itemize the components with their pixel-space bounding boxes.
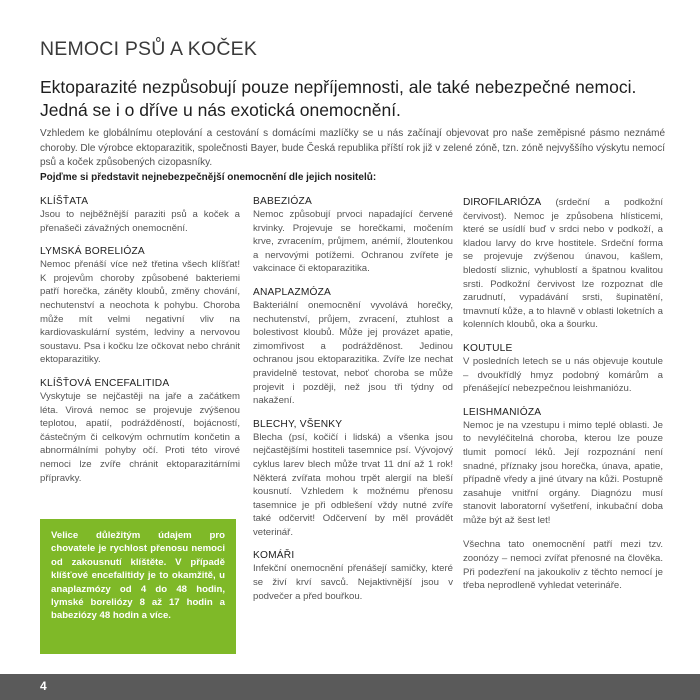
section-lymska-borelioza xyxy=(40,246,240,367)
page-subtitle: Ektoparazité nezpůsobují pouze nepříjemnosti, ale také nebezpečné nemoci. Jedná se i o dříve u nás exotická onemocnění. xyxy=(40,77,637,120)
intro-paragraph: Vzhledem ke globálnímu oteplování a cestování s domácími mazlíčky se u nás začínají objevovat pro naše zeměpisné pásmo neznámé choroby. Dle výrobce ektoparazitik, společnosti Bayer, bude Česká republika příští rok již v zelené zóně, tzn. zóně nejvyššího výskytu nemocí psů a koček způsobených cizopasníky. xyxy=(40,128,665,168)
page-number: 4 xyxy=(40,679,47,693)
section-text xyxy=(463,196,663,332)
section-heading: BABEZIÓZA xyxy=(253,196,312,207)
section-klistova-encefalitida xyxy=(40,378,240,485)
section-heading: KLÍŠŤOVÁ ENCEFALITIDA xyxy=(40,377,170,389)
section-text: Bakteriální onemocnění vyvolává horečky, nechutenství, průjem, zvracení, ztuhlost a bolestivost kloubů. Může jej provázet apatie, zimomřivost a podrážděnost. Jedinou ochranou jsou ektoparazitika. Zvíře lze nechat pravidelně testovat, neboť choroba se může projevit i později, než jsou tři týdny od nakažení. xyxy=(253,299,453,407)
section-text: Nemoc je na vzestupu i mimo teplé oblasti. Je to nevyléčitelná choroba, kterou lze pouze tlumit pomocí léků. Její rozpoznání není snadné, příznaky jsou horečka, únava, apatie, případně vředy a jiné útvary na kůži. Postupně zasahuje vnitřní orgány. Diagnózu musí stanovit laboratorní vyšetření, inkubační doba může být až šest let! xyxy=(463,419,663,526)
highlight-box: Velice důležitým údajem pro chovatele je rychlost přenosu nemoci od zakousnutí klíštěte. V případě klíšťové encefalitidy je to okamžitě, u anaplazmózy od 4 do 48 hodin, lymské boreliózy 8 až 17 hodin a babeziózy 48 hodin a více. xyxy=(40,519,236,654)
section-text: V posledních letech se u nás objevuje koutule – dvoukřídlý hmyz podobný komárům a přenášející nebezpečnou leishmaniózu. xyxy=(463,355,663,395)
section-heading: KLÍŠŤATA xyxy=(40,196,89,207)
column-1 xyxy=(40,196,240,496)
section-text: Nemoc způsobují prvoci napadající červené krvinky. Projevuje se horečkami, močením krve, zvracením, průjmem, anémií, žloutenkou a nervovými potížemi. Ochranou zvířete je vakcinace či ektoparazitika. xyxy=(253,209,453,275)
section-text: Jsou to nejběžnější paraziti psů a koček a přenašeči závažných onemocnění. xyxy=(40,209,240,234)
section-heading: BLECHY, VŠENKY xyxy=(253,418,343,430)
section-koutule xyxy=(463,343,663,396)
section-heading: KOUTULE xyxy=(463,342,513,354)
section-leishmanioza xyxy=(463,407,663,528)
column-2 xyxy=(253,196,453,614)
section-heading: ANAPLAZMÓZA xyxy=(253,286,332,298)
section-anaplazmoza xyxy=(253,287,453,408)
section-heading: LEISHMANIÓZA xyxy=(463,406,542,418)
section-zoonozy xyxy=(463,538,663,592)
section-text: Blecha (psí, kočičí i lidská) a všenka jsou nejčastějšími hostiteli tasemnice psí. Vývojový cyklus larev blech může trvat 11 dní až 1 rok! Některá zvířata mohou trpět alergií na bleší kousnutí. Vzhledem k možnému přenosu tasemnice je při odblešení vždy nutné zvíře také odčervit! Odčervení by měl provádět veterinář. xyxy=(253,431,453,538)
section-babezioza xyxy=(253,196,453,276)
section-text: Všechna tato onemocnění patří mezi tzv. zoonózy – nemoci zvířat přenosné na člověka. Při podezření na jakoukoliv z těchto nemocí je třeba neprodleně vyhledat veterináře. xyxy=(463,539,663,592)
section-text: Nemoc přenáší více než třetina všech klíšťat! K projevům choroby způsobené bakteriemi patří horečka, záněty kloubů, změny chování, nechutenství a neochota k pohybu. Choroba může mít velmi negativní vliv na kardiovaskulární systém, ledviny a nervovou soustavu. Psa i kočku lze očkovat nebo chránit ektoparazitiky. xyxy=(40,259,240,366)
column-3 xyxy=(463,196,663,604)
section-klistata xyxy=(40,196,240,235)
section-dirofilarioza xyxy=(463,196,663,332)
section-komari xyxy=(253,550,453,603)
footer-bar xyxy=(0,674,700,700)
section-text: Infekční onemocnění přenášejí samičky, které se živí krví savců. Nejaktivnější jsou v podvečer a před bouřkou. xyxy=(253,563,453,602)
section-text: Vyskytuje se nejčastěji na jaře a začátkem léta. Virová nemoc se projevuje zvýšenou teplotou, apatií, podrážděností, bojácností, částečným či celkovým ochrnutím končetin a abnormálními pohyby očí. Proti této virové nemoci lze zvíře chránit ektoparazitárními přípravky. xyxy=(40,390,240,484)
section-heading: KOMÁŘI xyxy=(253,550,295,562)
intro-lead: Pojďme si představit nejnebezpečnější onemocnění dle jejich nositelů: xyxy=(40,172,377,183)
section-body: (srdeční a podkožní červivost). Nemoc je způsobena hlísticemi, které se usídlí buď v srdci nebo v podkoží, a kladou larvy do krve hostitele. Srdeční forma se projevuje zvýšenou únavou, kašlem, bledostí sliznic, vyhublostí a špatnou kvalitou srsti. Podkožní červivost lze rozpoznat dle zarudnutí, vypadávání srsti, šupinatění, tmavnutí kůže, a to hlavně v oblasti loketních a kolenních kloubů, oka a šourku. xyxy=(463,197,663,331)
section-heading: DIROFILARIÓZA xyxy=(463,197,542,208)
section-blechy-vsenky xyxy=(253,419,453,540)
section-heading: LYMSKÁ BORELIÓZA xyxy=(40,246,145,258)
page-title: NEMOCI PSŮ A KOČEK xyxy=(40,38,258,60)
